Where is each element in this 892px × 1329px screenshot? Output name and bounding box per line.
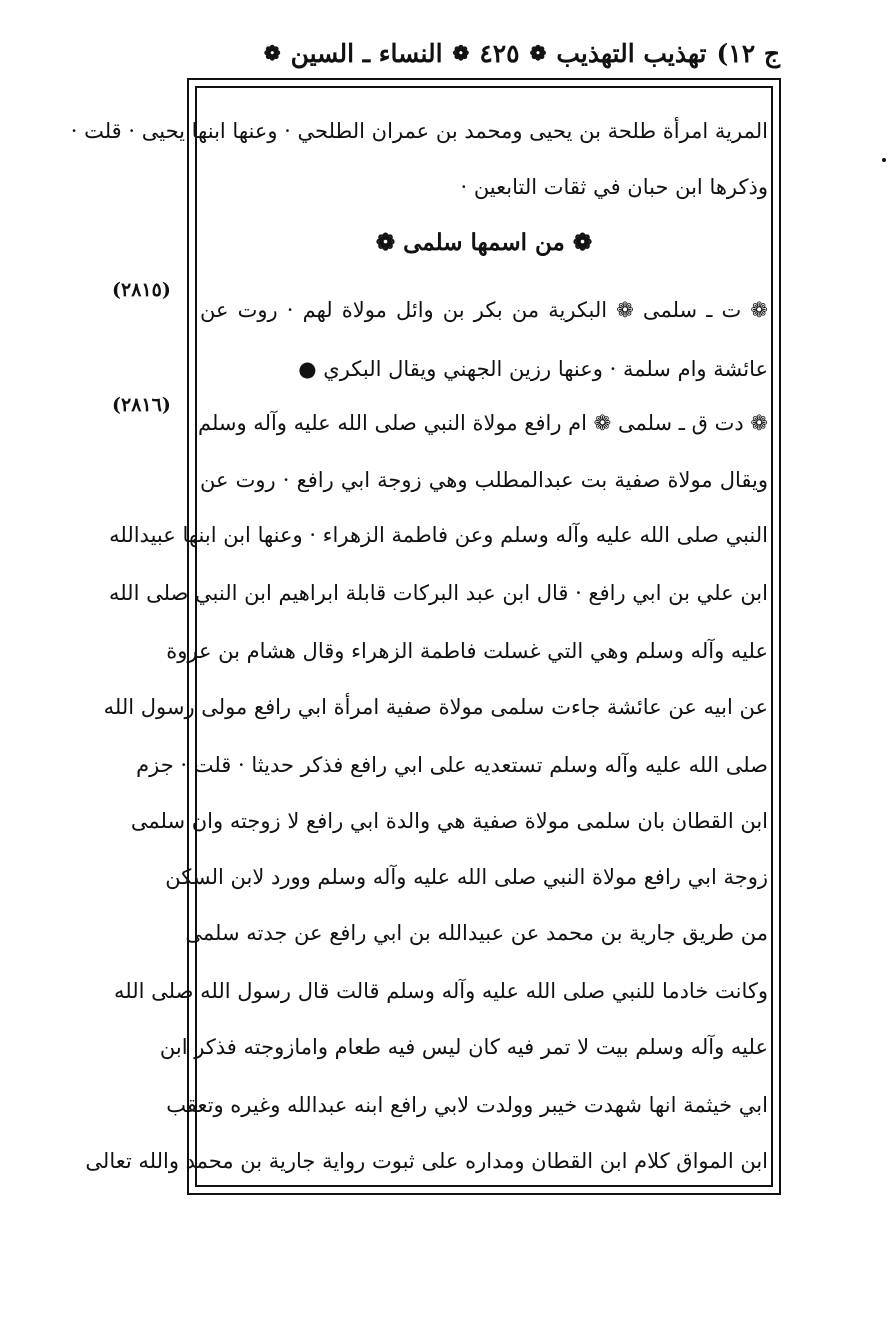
text-line: عليه وآله وسلم وهي التي غسلت فاطمة الزهراء وقال هشام بن عروة [166, 639, 768, 663]
text-line: من طريق جارية بن محمد عن عبيدالله بن ابي رافع عن جدته سلمى [185, 921, 768, 945]
book-title: تهذيب التهذيب [556, 38, 707, 68]
text-line: وكانت خادما للنبي صلى الله عليه وآله وسلم قالت قال رسول الله صلى الله [114, 979, 768, 1003]
entry-number-2815: (٢٨١٥) [112, 279, 171, 301]
text-line: ابن القطان بان سلمى مولاة صفية هي والدة ابي رافع لا زوجته وان سلمى [130, 809, 768, 833]
entry-heading-line: ❁ ت ـ سلمى ❁ البكرية من بكر بن وائل مولاة لهم · روت عن [200, 298, 768, 322]
section-heading: ❁ من اسمها سلمى ❁ [375, 229, 593, 256]
text-line: عن ابيه عن عائشة جاءت سلمى مولاة صفية امرأة ابي رافع مولى رسول الله [103, 695, 768, 719]
section-title: النساء ـ السين [290, 38, 443, 68]
text-line: صلى الله عليه وآله وسلم تستعديه على ابي رافع فذكر حديثا · قلت · جزم [136, 753, 768, 777]
text-line: النبي صلى الله عليه وآله وسلم وعن فاطمة الزهراء · وعنها ابن ابنها عبيدالله [109, 523, 768, 547]
text-line: عليه وآله وسلم بيت لا تمر فيه كان ليس فيه طعام وامازوجته فذكر ابن [159, 1035, 768, 1059]
text-line: وذكرها ابن حبان في ثقات التابعين · [460, 175, 768, 199]
entry-number-2816: (٢٨١٦) [112, 394, 171, 416]
margin-dot [882, 158, 886, 162]
flower-ornament-icon: ❁ [529, 41, 547, 65]
text-line: عائشة وام سلمة · وعنها رزين الجهني ويقال البكري ● [298, 357, 768, 381]
entry-heading-line: ❁ دت ق ـ سلمى ❁ ام رافع مولاة النبي صلى الله عليه وآله وسلم [197, 411, 768, 435]
page-number: ٤٢٥ [479, 38, 520, 68]
text-line: ابن المواق كلام ابن القطان ومداره على ثبوت رواية جارية بن محمد والله تعالى [85, 1149, 768, 1173]
flower-ornament-icon: ❁ [452, 41, 470, 65]
text-line: ويقال مولاة صفية بت عبدالمطلب وهي زوجة ابي رافع · روت عن [200, 468, 768, 492]
volume-label: ج ١٢) [716, 38, 780, 68]
text-line: ابي خيثمة انها شهدت خيبر وولدت لابي رافع ابنه عبدالله وغيره وتعقب [166, 1093, 768, 1117]
text-line: المرية امرأة طلحة بن يحيى ومحمد بن عمران الطلحي · وعنها ابنها يحيى · قلت · [70, 119, 768, 143]
text-line: ابن علي بن ابي رافع · قال ابن عبد البركات قابلة ابراهيم ابن النبي صلى الله [108, 581, 768, 605]
text-line: زوجة ابي رافع مولاة النبي صلى الله عليه وآله وسلم وورد لابن السكن [165, 865, 768, 889]
flower-ornament-icon: ❁ [263, 41, 281, 65]
page-header [180, 30, 780, 76]
